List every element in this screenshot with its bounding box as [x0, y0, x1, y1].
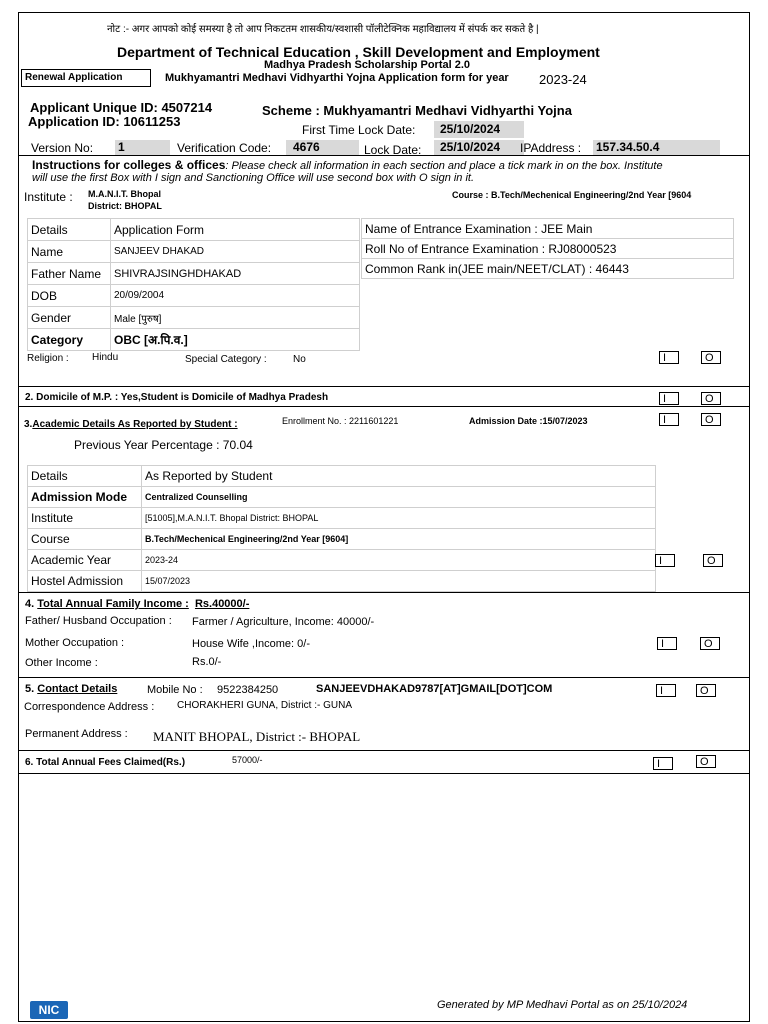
academic-heading — [24, 419, 238, 430]
lock-date-value: 25/10/2024 — [434, 140, 524, 155]
table-row — [28, 508, 656, 529]
academic-institute-key: Institute — [28, 508, 142, 529]
office-check-box[interactable]: O — [701, 351, 721, 364]
institute-check-box[interactable]: I — [656, 684, 676, 697]
course-label: Course — [452, 190, 484, 200]
table-row — [28, 329, 360, 351]
table-row — [362, 219, 734, 239]
instructions-text-1: : Please check all information in each section and place a tick mark in on the box. Institute — [225, 160, 663, 172]
first-lock-date-label: First Time Lock Date: — [302, 123, 416, 137]
divider — [19, 386, 749, 387]
table-row — [28, 466, 656, 487]
income-heading-num: 4. — [25, 598, 35, 610]
hostel-admission-value: 15/07/2023 — [142, 571, 656, 592]
father-name-value: SHIVRAJSINGHDHAKAD — [111, 263, 360, 285]
office-check-box[interactable]: O — [701, 413, 721, 426]
institute-check-box[interactable]: I — [659, 413, 679, 426]
mother-occupation-label: Mother Occupation : — [25, 637, 125, 649]
academic-heading-text: Academic Details As Reported by Student : — [32, 419, 238, 430]
exam-roll-no: Roll No of Entrance Examination : RJ08000523 — [362, 239, 734, 259]
office-check-box[interactable]: O — [700, 637, 720, 650]
academic-year-value: 2023-24 — [142, 550, 656, 571]
income-total: Rs.40000/- — [194, 598, 250, 610]
correspondence-address-label: Correspondence Address : — [24, 701, 155, 713]
table-row — [362, 259, 734, 279]
academic-course-value: B.Tech/Mechenical Engineering/2nd Year [9604] — [142, 529, 656, 550]
portal-title: Madhya Pradesh Scholarship Portal 2.0 — [264, 59, 471, 71]
details-header-key: Details — [28, 219, 111, 241]
father-occupation-label: Father/ Husband Occupation : — [25, 615, 172, 627]
academic-details-header-key: Details — [28, 466, 142, 487]
other-income-label: Other Income : — [25, 657, 98, 669]
category-value: OBC [अ.पि.व.] — [111, 329, 360, 351]
admission-mode-key: Admission Mode — [28, 487, 142, 508]
contact-heading — [25, 683, 117, 695]
enrollment-no: Enrollment No. : 2211601221 — [282, 416, 399, 426]
divider — [19, 406, 749, 407]
special-category-label: Special Category : — [185, 354, 267, 365]
admission-mode-value: Centralized Counselling — [142, 487, 656, 508]
divider — [19, 155, 749, 156]
institute-check-box[interactable]: I — [655, 554, 675, 567]
special-category-value: No — [293, 354, 306, 365]
divider — [19, 773, 749, 774]
institute-course — [452, 190, 749, 200]
previous-year-percentage: Previous Year Percentage : 70.04 — [74, 438, 253, 452]
form-year: 2023-24 — [539, 72, 587, 87]
renewal-application-badge: Renewal Application — [21, 69, 151, 87]
table-row — [362, 239, 734, 259]
institute-label: Institute : — [24, 190, 73, 204]
application-id: Application ID: 10611253 — [28, 114, 181, 129]
office-check-box[interactable]: O — [703, 554, 723, 567]
category-key: Category — [28, 329, 111, 351]
divider — [19, 677, 749, 678]
application-form-page — [18, 12, 750, 1022]
gender-value: Male [पुरुष] — [111, 307, 360, 329]
academic-heading-num: 3. — [24, 419, 33, 430]
divider — [19, 750, 749, 751]
course-value: : B.Tech/Mechenical Engineering/2nd Year [9604 — [485, 190, 692, 200]
permanent-address-label: Permanent Address : — [25, 728, 128, 740]
office-check-box[interactable]: O — [696, 684, 716, 697]
lock-date-label: Lock Date: — [364, 143, 422, 157]
details-header-value: Application Form — [111, 219, 360, 241]
dob-key: DOB — [28, 285, 111, 307]
personal-details-table — [27, 218, 360, 351]
table-row — [28, 529, 656, 550]
fees-label: 6. Total Annual Fees Claimed(Rs.) — [25, 757, 186, 768]
table-row — [28, 307, 360, 329]
table-row — [28, 263, 360, 285]
academic-year-key: Academic Year — [28, 550, 142, 571]
first-lock-date-value: 25/10/2024 — [434, 121, 524, 138]
name-key: Name — [28, 241, 111, 263]
generated-note: Generated by MP Medhavi Portal as on 25/10/2024 — [437, 999, 688, 1011]
table-row — [28, 241, 360, 263]
divider — [19, 592, 749, 593]
domicile-status: 2. Domicile of M.P. : Yes,Student is Domicile of Madhya Pradesh — [25, 392, 329, 403]
correspondence-address-value: CHORAKHERI GUNA, District :- GUNA — [177, 700, 353, 711]
religion-label: Religion : — [27, 353, 69, 364]
father-name-key: Father Name — [28, 263, 111, 285]
instructions-label: Instructions for colleges & offices — [32, 158, 226, 172]
academic-institute-value: [51005],M.A.N.I.T. Bhopal District: BHOPAL — [142, 508, 656, 529]
other-income-value: Rs.0/- — [192, 656, 222, 668]
name-value: SANJEEV DHAKAD — [111, 241, 360, 263]
contact-heading-text: Contact Details — [37, 683, 118, 695]
father-occupation-value: Farmer / Agriculture, Income: 40000/- — [192, 616, 375, 628]
institute-check-box[interactable]: I — [659, 392, 679, 405]
applicant-unique-id: Applicant Unique ID: 4507214 — [30, 100, 213, 115]
version-value: 1 — [115, 140, 170, 155]
academic-course-key: Course — [28, 529, 142, 550]
institute-check-box[interactable]: I — [653, 757, 673, 770]
mobile-value: 9522384250 — [217, 684, 279, 696]
institute-name: M.A.N.I.T. Bhopal — [88, 189, 161, 199]
hostel-admission-key: Hostel Admission — [28, 571, 142, 592]
entrance-exam-table — [361, 218, 734, 279]
verification-code-label: Verification Code: — [177, 141, 272, 155]
institute-check-box[interactable]: I — [657, 637, 677, 650]
department-title: Department of Technical Education , Skill Development and Employment — [117, 44, 600, 60]
office-check-box[interactable]: O — [696, 755, 716, 768]
contact-heading-num: 5. — [25, 683, 35, 695]
form-title: Mukhyamantri Medhavi Vidhyarthi Yojna Application form for year — [165, 72, 509, 84]
gender-key: Gender — [28, 307, 111, 329]
ip-address-label: IPAddress : — [520, 141, 582, 155]
income-heading — [25, 598, 249, 610]
religion-value: Hindu — [92, 352, 119, 363]
table-row — [28, 487, 656, 508]
dob-value: 20/09/2004 — [111, 285, 360, 307]
nic-logo: NIC — [30, 1001, 68, 1019]
instructions-line-1 — [32, 158, 663, 172]
office-check-box[interactable]: O — [701, 392, 721, 405]
mother-occupation-value: House Wife ,Income: 0/- — [192, 638, 310, 650]
exam-rank: Common Rank in(JEE main/NEET/CLAT) : 46443 — [362, 259, 734, 279]
table-row — [28, 571, 656, 592]
table-row — [28, 219, 360, 241]
table-row — [28, 285, 360, 307]
table-row — [28, 550, 656, 571]
instructions-line-2: will use the first Box with I sign and Sanctioning Office will use second box with O sign in it. — [32, 172, 475, 184]
institute-check-box[interactable]: I — [659, 351, 679, 364]
notice-text: नोट :- अगर आपको कोई समस्या है तो आप निकटतम शासकीय/स्वशासी पॉलीटेक्निक महाविद्यालय में संपर्क कर सकते है | — [107, 24, 539, 35]
admission-date: Admission Date :15/07/2023 — [469, 416, 588, 426]
academic-details-header-value: As Reported by Student — [142, 466, 656, 487]
permanent-address-value: MANIT BHOPAL, District :- BHOPAL — [153, 729, 361, 744]
exam-name: Name of Entrance Examination : JEE Main — [362, 219, 734, 239]
mobile-label: Mobile No : — [147, 684, 203, 696]
email-value: SANJEEVDHAKAD9787[AT]GMAIL[DOT]COM — [316, 683, 553, 695]
institute-district: District: BHOPAL — [88, 201, 162, 211]
scheme-name: Scheme : Mukhyamantri Medhavi Vidhyarthi Yojna — [262, 103, 572, 118]
ip-address-value: 157.34.50.4 — [593, 140, 720, 155]
academic-details-table — [27, 465, 656, 592]
income-heading-text: Total Annual Family Income : — [37, 598, 189, 610]
fees-value: 57000/- — [232, 755, 263, 765]
version-label: Version No: — [31, 141, 94, 155]
verification-code-value: 4676 — [286, 140, 359, 155]
